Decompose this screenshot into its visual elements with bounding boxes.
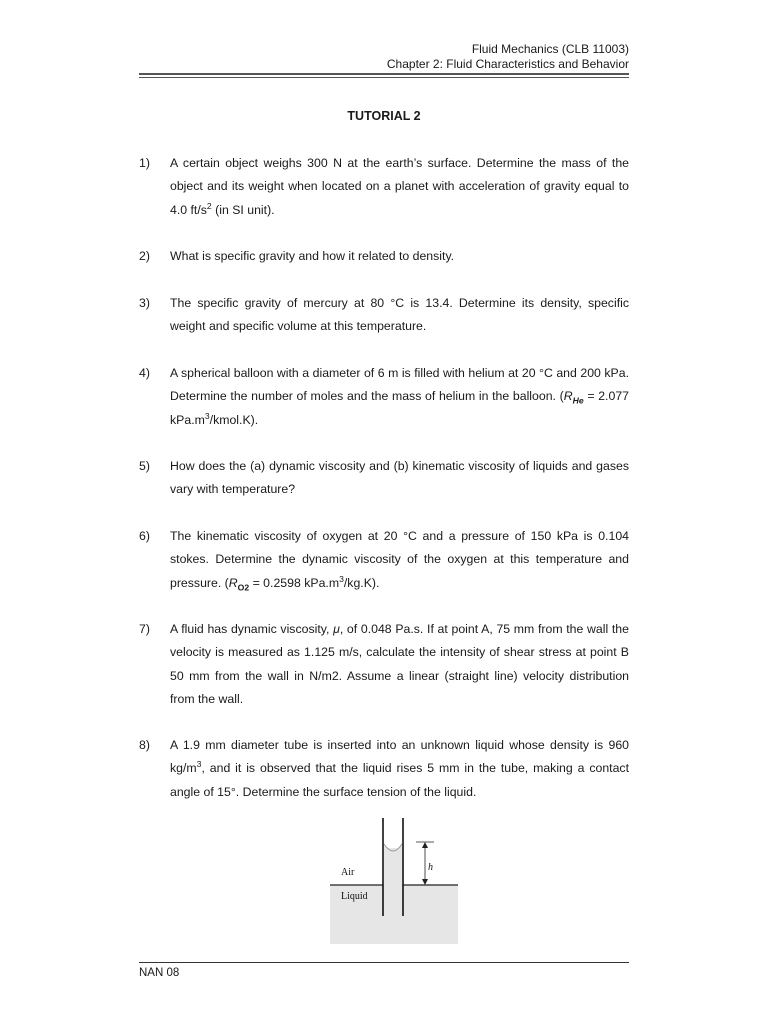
question-6: [139, 525, 629, 595]
air-label: Air: [341, 867, 355, 878]
question-2: [139, 245, 629, 268]
header-rule: [139, 73, 629, 75]
footer-rule: [139, 962, 629, 963]
question-number: 7): [139, 622, 150, 636]
liquid-column: [384, 848, 402, 944]
page-header: [387, 42, 629, 72]
question-number: 6): [139, 529, 150, 543]
question-8: [139, 734, 629, 804]
question-text: How does the (a) dynamic viscosity and (b) kinematic viscosity of liquids and gases vary with temperature?: [170, 459, 629, 497]
question-text: A fluid has dynamic viscosity, μ, of 0.048 Pa.s. If at point A, 75 mm from the wall the velocity is measured as 1.125 m/s, calculate the intensity of shear stress at point B 50 mm from the wall in N/m2. Assume a linear (straight line) velocity distribution from the wall.: [170, 622, 629, 706]
capillary-tube-figure: [330, 818, 458, 944]
question-7: [139, 618, 629, 711]
question-number: 3): [139, 296, 150, 310]
course-title: Fluid Mechanics (CLB 11003): [471, 42, 629, 56]
question-3: [139, 292, 629, 339]
question-1: [139, 152, 629, 222]
question-number: 4): [139, 366, 150, 380]
liquid-label: Liquid: [341, 891, 368, 902]
tutorial-title: TUTORIAL 2: [347, 109, 421, 123]
question-number: 1): [139, 156, 150, 170]
question-4: [139, 362, 629, 432]
height-label: h: [428, 862, 433, 873]
question-5: [139, 455, 629, 502]
question-text: A 1.9 mm diameter tube is inserted into an unknown liquid whose density is 960 $kg/m^3$, and it is observed that the liquid rises 5 mm in the tube, making a contact angle of 15°. Determine the surface tension of the liquid.: [170, 738, 629, 799]
header-rule-thin: [139, 77, 629, 78]
question-number: 2): [139, 249, 150, 263]
question-text: A spherical balloon with a diameter of 6 m is filled with helium at 20 °C and 200 kPa. Determine the number of moles and the mass of helium in the balloon. ($R_{He} = 2.077$ $kPa.m^3/kmol.K$).: [170, 366, 629, 427]
question-text: What is specific gravity and how it related to density.: [170, 249, 455, 263]
footer-text: NAN 08: [139, 967, 180, 979]
question-text: The specific gravity of mercury at 80 °C is 13.4. Determine its density, specific weight and specific volume at this temperature.: [170, 296, 629, 334]
question-number: 8): [139, 738, 150, 752]
question-text: The kinematic viscosity of oxygen at 20 °C and a pressure of 150 kPa is 0.104 stokes. Determine the dynamic viscosity of the oxygen at this temperature and pressure. ($R_{O2} = 0.2598$ $kPa.m^3/kg.K$).: [170, 529, 629, 593]
question-number: 5): [139, 459, 150, 473]
chapter-title: Chapter 2: Fluid Characteristics and Behavior: [386, 57, 629, 71]
question-text: A certain object weighs 300 N at the earth’s surface. Determine the mass of the object and its weight when located on a planet with acceleration of gravity equal to 4.0 $ft/s^2$ (in SI unit).: [170, 156, 629, 217]
